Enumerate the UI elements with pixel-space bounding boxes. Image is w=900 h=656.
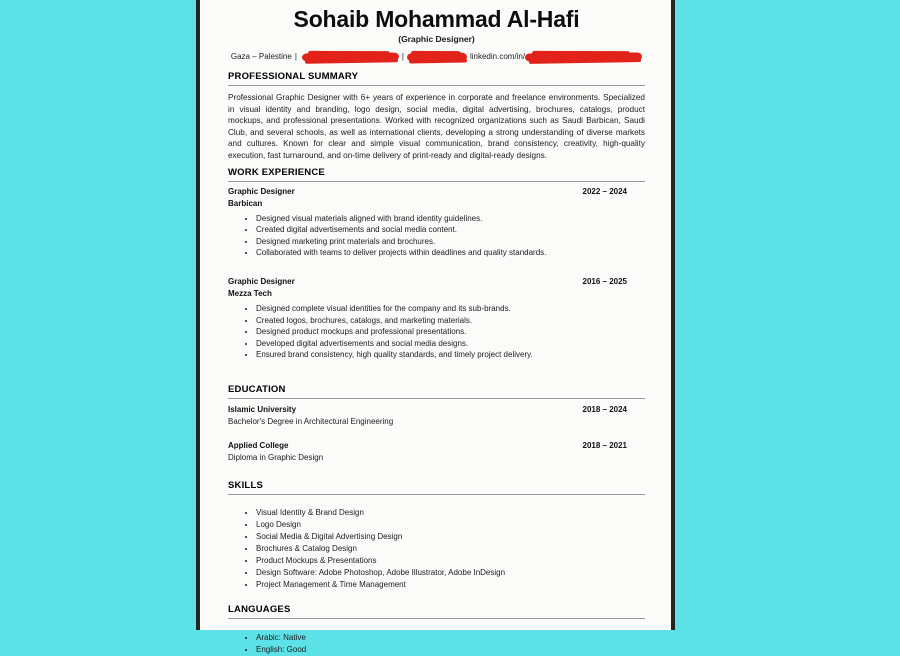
section-divider (228, 85, 645, 86)
job-dates: 2022 – 2024 (582, 186, 627, 196)
education-dates: 2018 – 2024 (582, 404, 627, 414)
section-heading: PROFESSIONAL SUMMARY (228, 71, 359, 82)
job-bullet: • Created digital advertisements and social media content. (256, 224, 645, 236)
resume-page (196, 0, 675, 654)
job-bullet: • Developed digital advertisements and social media designs. (256, 338, 645, 350)
redacted-phone-scribble (407, 52, 467, 61)
job-bullet: • Designed complete visual identities for the company and its sub-brands. (256, 303, 645, 315)
summary-paragraph: Professional Graphic Designer with 6+ years of experience in corporate and freelance environments. Specialized in visual identity and branding, logo design, social media, digital advertising, brochures, catalogs, product mockups, and professional presentations. Worked with recognized organizations such as Saudi Barbican, Saudi Club, and several schools, as well as international clients, developing a strong understanding of diverse markets and cultures. Known for clear and simple visual communication, brand consistency, creativity, high-quality execution, fast turnaround, and on-time delivery of print-ready and digital-ready designs. (228, 93, 645, 160)
section-heading: SKILLS (228, 479, 263, 491)
skills-list (228, 507, 645, 592)
languages-list (228, 632, 645, 656)
job-bullet: • Collaborated with teams to deliver projects within deadlines and quality standards. (256, 247, 645, 259)
candidate-name: Sohaib Mohammad Al-Hafi (293, 6, 580, 32)
job-bullet: • Designed visual materials aligned with brand identity guidelines. (256, 213, 645, 225)
job-title: Graphic Designer (228, 276, 295, 286)
education-dates: 2018 – 2021 (582, 440, 627, 450)
education-header (228, 440, 645, 452)
section-languages (228, 604, 645, 656)
job-bullet: • Designed product mockups and professional presentations. (256, 326, 645, 338)
education-degree: Bachelor's Degree in Architectural Engineering (228, 416, 394, 426)
education-header (228, 404, 645, 416)
contact-location: Gaza – Palestine (230, 52, 292, 61)
candidate-title: (Graphic Designer) (398, 34, 475, 44)
section-divider (228, 494, 645, 495)
contact-separator: | (294, 52, 297, 61)
language-item: • English: Good (256, 644, 645, 656)
contact-line (228, 52, 645, 61)
linkedin-prefix: linkedin.com/in/ (469, 52, 526, 61)
section-heading: LANGUAGES (228, 603, 291, 615)
skill-item: • Social Media & Digital Advertising Design (256, 531, 645, 543)
contact-separator: | (401, 52, 404, 61)
job-header (228, 276, 645, 288)
section-divider (228, 398, 645, 399)
job-bullet-list (228, 303, 645, 361)
job-title: Graphic Designer (228, 186, 295, 196)
section-education (228, 384, 645, 464)
job-bullet: • Created logos, brochures, catalogs, and marketing materials. (256, 315, 645, 327)
job-entry (228, 276, 645, 361)
section-professional-summary (228, 71, 645, 162)
education-school: Islamic University (228, 404, 297, 414)
education-entry (228, 440, 645, 464)
job-header (228, 186, 645, 198)
job-dates: 2016 – 2025 (582, 276, 627, 286)
redacted-linkedin-scribble (525, 52, 642, 61)
section-divider (228, 181, 645, 182)
redacted-email-scribble (302, 52, 399, 61)
job-bullet: • Designed marketing print materials and brochures. (256, 236, 645, 248)
skill-item: • Logo Design (256, 519, 645, 531)
job-entry (228, 186, 645, 259)
skill-item: • Visual Identity & Brand Design (256, 507, 645, 519)
section-work-experience (228, 167, 645, 361)
job-company: Mezza Tech (228, 288, 272, 298)
job-bullet-list (228, 213, 645, 259)
section-skills (228, 480, 645, 592)
resume-header (228, 6, 645, 61)
education-entry (228, 404, 645, 428)
section-heading: EDUCATION (228, 383, 286, 395)
education-degree: Diploma in Graphic Design (228, 452, 324, 462)
job-company: Barbican (228, 198, 263, 208)
skill-item: • Product Mockups & Presentations (256, 555, 645, 567)
skill-item: • Brochures & Catalog Design (256, 543, 645, 555)
section-divider (228, 618, 645, 619)
skill-item: • Design Software: Adobe Photoshop, Adobe Illustrator, Adobe InDesign (256, 567, 645, 579)
skill-item: • Project Management & Time Management (256, 579, 645, 591)
section-heading: WORK EXPERIENCE (228, 166, 325, 178)
education-school: Applied College (228, 440, 289, 450)
language-item: • Arabic: Native (256, 632, 645, 644)
job-bullet: • Ensured brand consistency, high quality standards, and timely project delivery. (256, 349, 645, 361)
